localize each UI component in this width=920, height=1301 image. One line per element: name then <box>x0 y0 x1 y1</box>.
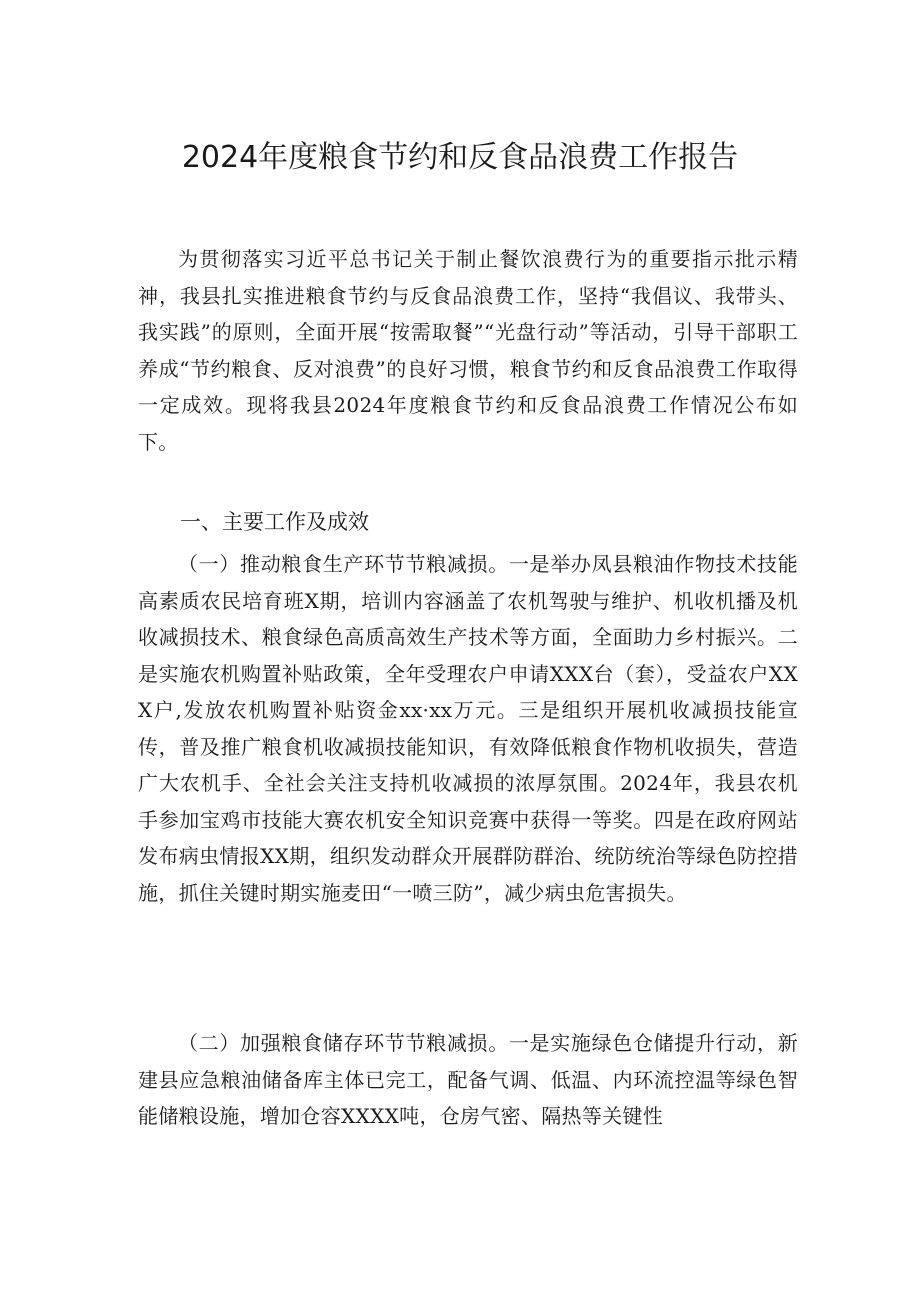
document-title: 2024年度粮食节约和反食品浪费工作报告 <box>181 140 739 175</box>
intro-paragraph: 为贯彻落实习近平总书记关于制止餐饮浪费行为的重要指示批示精神，我县扎实推进粮食节约与反食品浪费工作，坚持“我倡议、我带头、我实践”的原则，全面开展“按需取餐”“光盘行动”等活动，引导干部职工养成“节约粮食、反对浪费”的良好习惯，粮食节约和反食品浪费工作取得一定成效。现将我县2024年度粮食节约和反食品浪费工作情况公布如下。 <box>138 247 798 454</box>
body-paragraph-production: （一）推动粮食生产环节节粮减损。一是举办凤县粮油作物技术技能高素质农民培育班X期，培训内容涵盖了农机驾驶与维护、机收机播及机收减损技术、粮食绿色高质高效生产技术等方面，全面助力乡村振兴。二是实施农机购置补贴政策，全年受理农户申请XXX台（套），受益农户XXX户,发放农机购置补贴资金xx·xx万元。三是组织开展机收减损技能宣传，普及推广粮食机收减损技能知识，有效降低粮食作物机收损失，营造广大农机手、全社会关注支持机收减损的浓厚氛围。2024年，我县农机手参加宝鸡市技能大赛农机安全知识竞赛中获得一等奖。四是在政府网站发布病虫情报XX期，组织发动群众开展群防群治、统防统治等绿色防控措施，抓住关键时期实施麦田“一喷三防”，减少病虫危害损失。 <box>138 552 798 905</box>
section-heading: 一、主要工作及成效 <box>180 510 369 534</box>
body-paragraph-storage: （二）加强粮食储存环节节粮减损。一是实施绿色仓储提升行动，新建县应急粮油储备库主体已完工，配备气调、低温、内环流控温等绿色智能储粮设施，增加仓容XXXX吨，仓房气密、隔热等关键性 <box>138 1031 798 1128</box>
